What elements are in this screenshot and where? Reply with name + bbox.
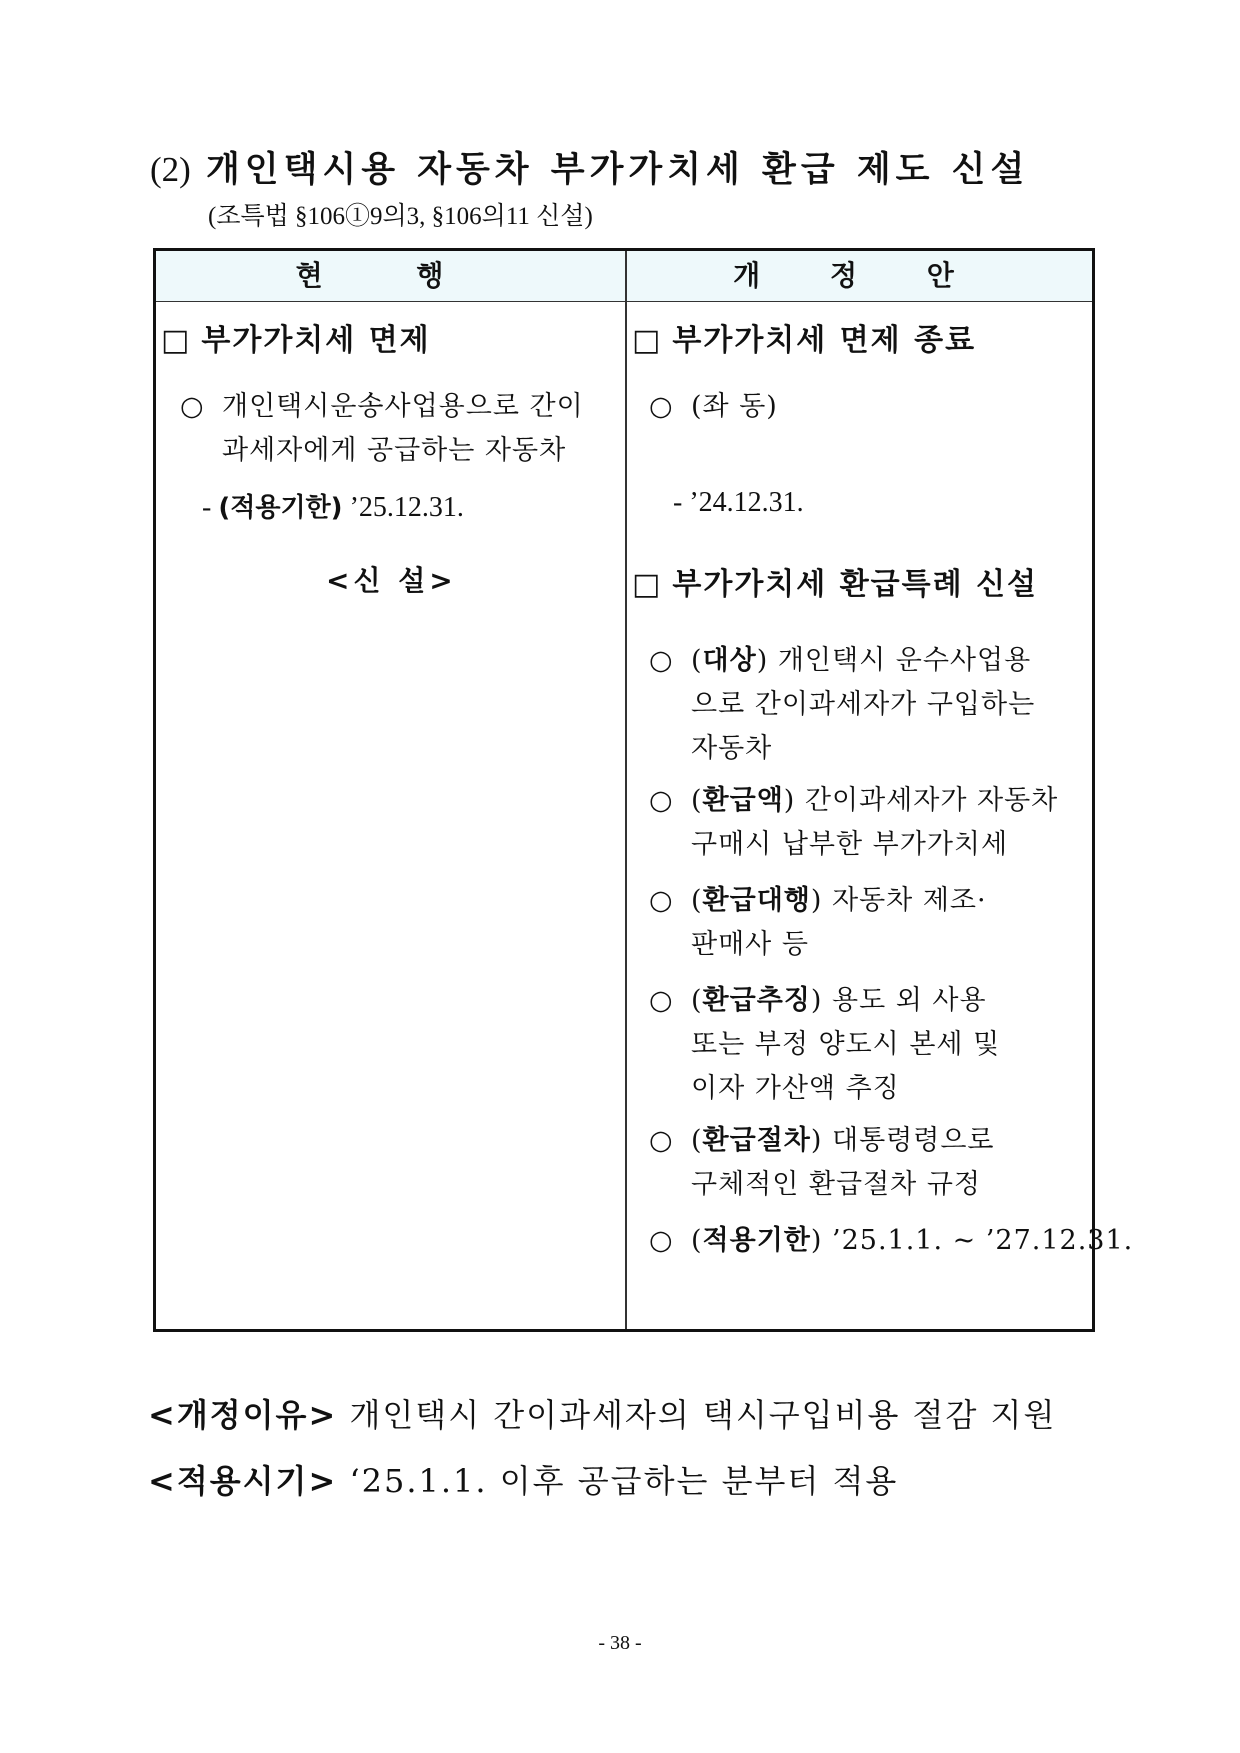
- revised-bullet-item: [649, 979, 1089, 1111]
- revised-bullet-text: 간이과세자가 자동차: [804, 785, 1059, 816]
- revised-box-heading-2: [632, 559, 1038, 603]
- checkbox-square-icon: □: [632, 567, 663, 602]
- legal-reference: (조특법 §106①9의3, §106의11 신설): [208, 203, 593, 230]
- reason-line: [148, 1390, 1056, 1436]
- revised-bullet-label: 환급추징: [702, 985, 811, 1016]
- current-bullet-line1: 개인택시운송사업용으로 간이: [222, 391, 584, 422]
- revised-bullet-first-line: (환급절차) 대통령령으로: [691, 1125, 995, 1156]
- current-deadline: [202, 487, 464, 524]
- revised-bullet-label: 환급절차: [702, 1125, 811, 1156]
- revised-bullet-first-line: (환급대행) 자동차 제조·: [691, 885, 987, 916]
- revised-bullet-continuation: 이자 가산액 추징: [691, 1073, 900, 1104]
- revised-bullet-label: 적용기한: [702, 1225, 811, 1256]
- header-revised: 개 정 안: [733, 259, 984, 292]
- same-text: (좌 동): [691, 391, 778, 422]
- bullet-circle-icon: ○: [649, 391, 674, 422]
- revised-bullet-continuation: 구체적인 환급절차 규정: [691, 1169, 981, 1200]
- current-bullet: [180, 385, 620, 475]
- section-title: 개인택시용 자동차 부가가치세 환급 제도 신설: [205, 150, 1030, 190]
- revised-same-bullet: [649, 385, 1079, 429]
- revised-bullet-continuation: 자동차: [691, 733, 773, 764]
- revised-bullet-label: 대상: [702, 645, 757, 676]
- revised-bullet-item: [649, 1219, 1134, 1263]
- revised-bullet-continuation: 판매사 등: [691, 929, 809, 960]
- revised-bullet-first-line: (대상) 개인택시 운수사업용: [691, 645, 1032, 676]
- revised-bullet-item: [649, 779, 1089, 867]
- revised-bullet-label: 환급액: [702, 785, 784, 816]
- new-tag: <신 설>: [326, 564, 457, 597]
- revised-bullet-continuation: 구매시 납부한 부가가치세: [691, 829, 1009, 860]
- bullet-circle-icon: ○: [649, 1125, 674, 1156]
- page-number: - 38 -: [598, 1632, 642, 1654]
- current-bullet-line2: 과세자에게 공급하는 자동차: [222, 435, 567, 466]
- effective-label: <적용시기>: [148, 1462, 338, 1500]
- revised-bullet-text: 용도 외 사용: [832, 985, 987, 1016]
- revised-box-heading-1: [632, 315, 976, 359]
- revised-bullet-first-line: (환급액) 간이과세자가 자동차: [691, 785, 1059, 816]
- deadline-dash: -: [202, 492, 212, 523]
- revised-bullet-text: ’25.1.1. ~ ’27.12.31.: [832, 1225, 1134, 1256]
- revised-box-heading-2-text: 부가가치세 환급특례 신설: [672, 567, 1039, 602]
- revised-bullet-item: [649, 879, 1089, 967]
- table-header: [156, 251, 1092, 302]
- header-current: 현 행: [295, 259, 486, 292]
- current-box-heading-text: 부가가치세 면제: [201, 323, 431, 358]
- bullet-circle-icon: ○: [649, 645, 674, 676]
- bullet-circle-icon: ○: [649, 985, 674, 1016]
- reason-label: <개정이유>: [148, 1396, 338, 1434]
- checkbox-square-icon: □: [632, 323, 663, 358]
- bullet-circle-icon: ○: [180, 391, 205, 422]
- effective-line: [148, 1456, 898, 1502]
- revised-bullet-first-line: (환급추징) 용도 외 사용: [691, 985, 987, 1016]
- effective-text: ‘25.1.1. 이후 공급하는 분부터 적용: [349, 1462, 899, 1500]
- revised-bullet-item: [649, 1119, 1089, 1207]
- revised-bullet-continuation: 또는 부정 양도시 본세 및: [691, 1029, 1001, 1060]
- bullet-circle-icon: ○: [649, 1225, 674, 1256]
- column-divider: [625, 251, 627, 1329]
- revised-bullet-text: 자동차 제조·: [832, 885, 987, 916]
- revised-bullet-item: [649, 639, 1089, 771]
- revised-end-date: - ’24.12.31.: [673, 487, 804, 518]
- section-number: (2): [150, 150, 191, 189]
- revised-bullet-text: 대통령령으로: [832, 1125, 995, 1156]
- section-heading: [150, 142, 1029, 192]
- revised-bullet-label: 환급대행: [702, 885, 811, 916]
- reason-text: 개인택시 간이과세자의 택시구입비용 절감 지원: [349, 1396, 1057, 1434]
- revised-bullet-text: 개인택시 운수사업용: [777, 645, 1032, 676]
- comparison-table: [153, 248, 1134, 1332]
- bullet-circle-icon: ○: [649, 885, 674, 916]
- checkbox-square-icon: □: [161, 323, 192, 358]
- deadline-value: ’25.12.31.: [349, 492, 464, 523]
- deadline-label: (적용기한): [218, 493, 343, 523]
- revised-bullet-first-line: (적용기한) ’25.1.1. ~ ’27.12.31.: [691, 1225, 1134, 1256]
- bullet-circle-icon: ○: [649, 785, 674, 816]
- revised-box-heading-1-text: 부가가치세 면제 종료: [672, 323, 977, 358]
- current-box-heading: [161, 315, 431, 359]
- revised-bullet-continuation: 으로 간이과세자가 구입하는: [691, 689, 1036, 720]
